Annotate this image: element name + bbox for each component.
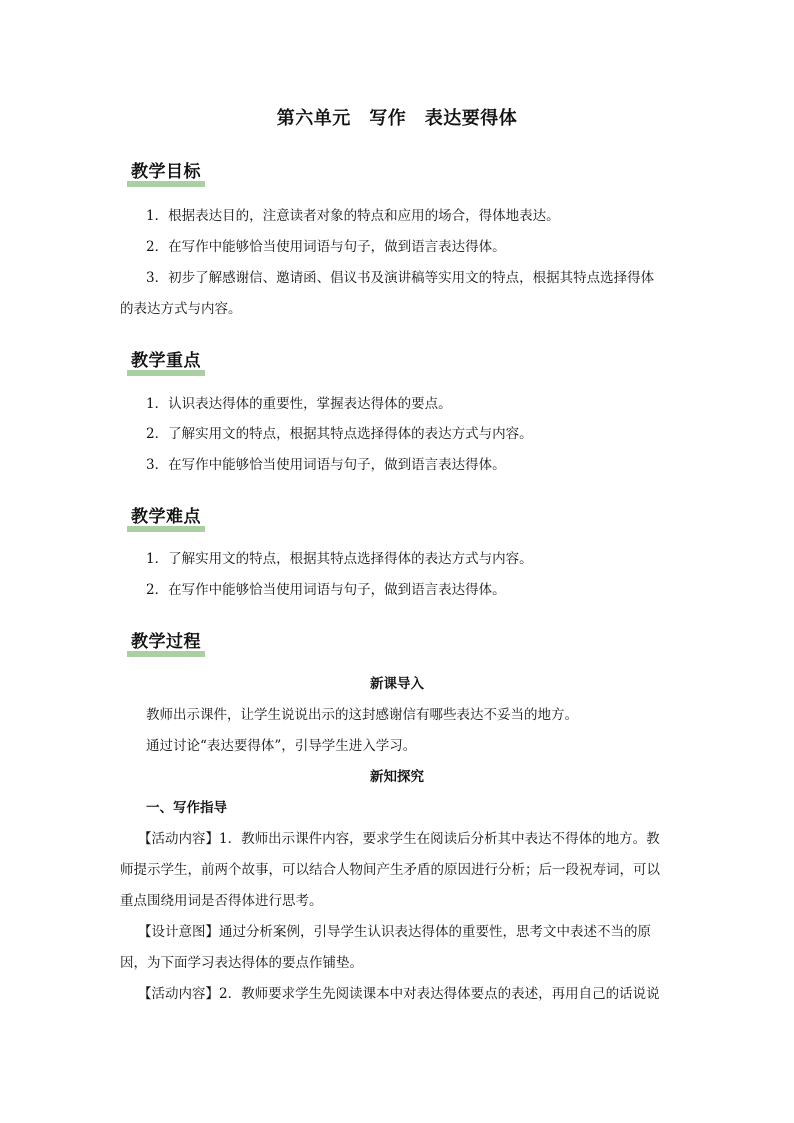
goal-line-4: 的表达方式与内容。 [120, 301, 242, 317]
activity1-line-1: 1．教师出示课件内容，要求学生在阅读后分析其中表达不得体的地方。教 [219, 831, 660, 847]
activity1-paragraph-start [138, 829, 660, 849]
goal-line-2: 2．在写作中能够恰当使用词语与句子，做到语言表达得体。 [146, 239, 506, 255]
activity1-line-3: 重点围绕用词是否得体进行思考。 [120, 893, 323, 909]
design-paragraph-start [138, 922, 651, 942]
activity1-label: 【活动内容】 [138, 831, 219, 847]
key-point-line-2: 2．了解实用文的特点，根据其特点选择得体的表达方式与内容。 [146, 426, 533, 442]
activity2-paragraph-start [138, 984, 660, 1004]
goal-line-1: 1．根据表达目的，注意读者对象的特点和应用的场合，得体地表达。 [146, 208, 560, 224]
design-line-1: 通过分析案例，引导学生认识表达得体的重要性，思考文中表述不当的原 [219, 924, 651, 940]
activity2-line-1: 2．教师要求学生先阅读课本中对表达得体要点的表述，再用自己的话说说 [219, 986, 660, 1002]
difficulty-line-1: 1．了解实用文的特点，根据其特点选择得体的表达方式与内容。 [146, 551, 533, 567]
intro-line-1: 教师出示课件，让学生说说出示的这封感谢信有哪些表达不妥当的地方。 [146, 707, 578, 723]
design-line-2: 因，为下面学习表达得体的要点作铺垫。 [120, 955, 363, 971]
subheading-intro: 新课导入 [370, 676, 424, 692]
activity2-label: 【活动内容】 [138, 986, 219, 1002]
section-heading-process: 教学过程 [127, 631, 205, 654]
section-heading-difficulties: 教学难点 [127, 506, 205, 529]
intro-line-2: 通过讨论“表达要得体”，引导学生进入学习。 [146, 738, 417, 754]
key-point-line-3: 3．在写作中能够恰当使用词语与句子，做到语言表达得体。 [146, 457, 506, 473]
page-title: 第六单元 写作 表达要得体 [276, 108, 518, 129]
part-one-heading: 一、写作指导 [146, 800, 227, 816]
design-label: 【设计意图】 [138, 924, 219, 940]
section-heading-key-points: 教学重点 [127, 350, 205, 373]
goal-line-3: 3．初步了解感谢信、邀请函、倡议书及演讲稿等实用文的特点，根据其特点选择得体 [146, 270, 655, 286]
activity1-line-2: 师提示学生，前两个故事，可以结合人物间产生矛盾的原因进行分析；后一段祝寿词，可以 [120, 862, 660, 878]
key-point-line-1: 1．认识表达得体的重要性，掌握表达得体的要点。 [146, 396, 452, 412]
section-heading-goals: 教学目标 [127, 161, 205, 184]
difficulty-line-2: 2．在写作中能够恰当使用词语与句子，做到语言表达得体。 [146, 582, 506, 598]
subheading-explore: 新知探究 [370, 769, 424, 785]
